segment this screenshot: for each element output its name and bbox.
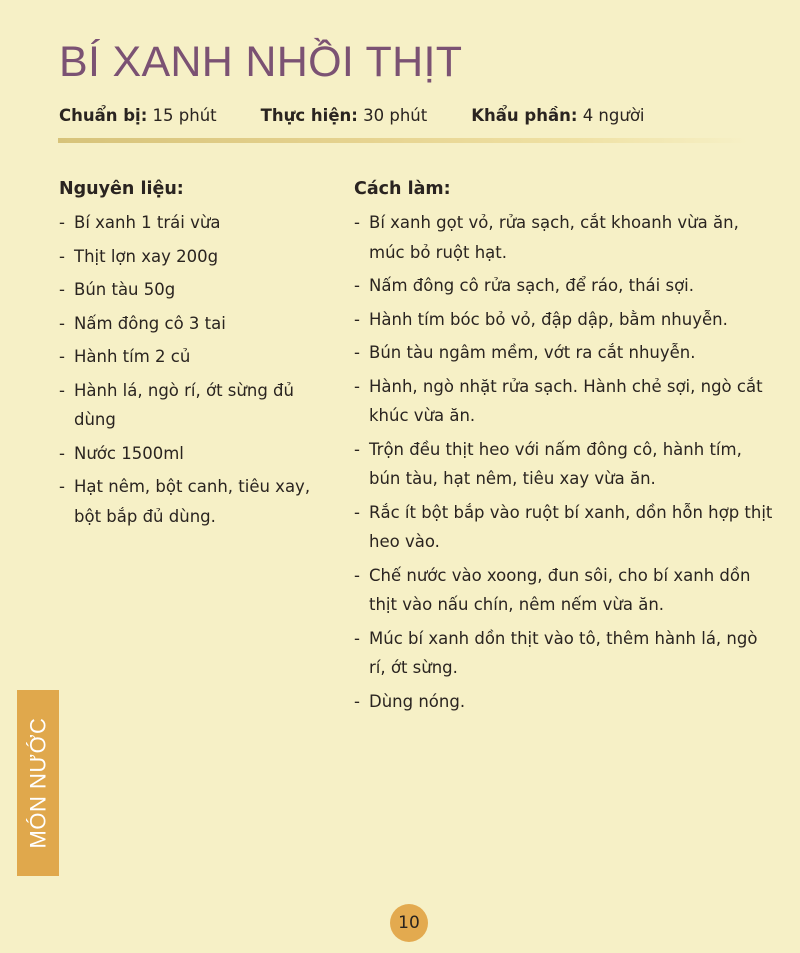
ingredient-item: - Bí xanh 1 trái vừa: [59, 208, 329, 238]
method-step: - Hành tím bóc bỏ vỏ, đập dập, bằm nhuyễn.: [354, 305, 774, 335]
method-step: - Trộn đều thịt heo với nấm đông cô, hành tím, bún tàu, hạt nêm, tiêu xay vừa ăn.: [354, 435, 774, 494]
method-step: - Múc bí xanh dồn thịt vào tô, thêm hành lá, ngò rí, ớt sừng.: [354, 624, 774, 683]
ingredient-item: - Hành tím 2 củ: [59, 342, 329, 372]
recipe-meta: [59, 106, 689, 125]
ingredient-item: - Bún tàu 50g: [59, 275, 329, 305]
method-step: - Dùng nóng.: [354, 687, 774, 717]
recipe-title: BÍ XANH NHỒI THỊT: [59, 38, 463, 86]
section-tab: [17, 690, 59, 876]
section-tab-label: MÓN NƯỚC: [25, 717, 50, 849]
method-step: - Nấm đông cô rửa sạch, để ráo, thái sợi.: [354, 271, 774, 301]
prep-time-value: 15 phút: [152, 106, 217, 125]
method-step: - Bún tàu ngâm mềm, vớt ra cắt nhuyễn.: [354, 338, 774, 368]
method-list: [354, 208, 774, 716]
ingredients-heading: Nguyên liệu:: [59, 179, 184, 199]
ingredient-item: - Nước 1500ml: [59, 439, 329, 469]
ingredients-section: [59, 176, 329, 535]
page-number: 10: [390, 904, 428, 942]
method-step: - Rắc ít bột bắp vào ruột bí xanh, dồn hỗn hợp thịt heo vào.: [354, 498, 774, 557]
method-step: - Bí xanh gọt vỏ, rửa sạch, cắt khoanh vừa ăn, múc bỏ ruột hạt.: [354, 208, 774, 267]
ingredient-item: - Thịt lợn xay 200g: [59, 242, 329, 272]
prep-time: [59, 106, 217, 125]
method-step: - Chế nước vào xoong, đun sôi, cho bí xanh dồn thịt vào nấu chín, nêm nếm vừa ăn.: [354, 561, 774, 620]
ingredient-item: - Hạt nêm, bột canh, tiêu xay, bột bắp đủ dùng.: [59, 472, 329, 531]
cook-time: [261, 106, 428, 125]
prep-time-label: Chuẩn bị:: [59, 106, 148, 125]
servings-label: Khẩu phần:: [471, 106, 578, 125]
servings: [471, 106, 644, 125]
servings-value: 4 người: [582, 106, 645, 125]
ingredient-item: - Nấm đông cô 3 tai: [59, 309, 329, 339]
header-divider: [58, 138, 748, 143]
cook-time-value: 30 phút: [363, 106, 428, 125]
ingredients-list: [59, 208, 329, 531]
cook-time-label: Thực hiện:: [260, 106, 358, 125]
ingredient-item: - Hành lá, ngò rí, ớt sừng đủ dùng: [59, 376, 329, 435]
method-step: - Hành, ngò nhặt rửa sạch. Hành chẻ sợi, ngò cắt khúc vừa ăn.: [354, 372, 774, 431]
method-heading: Cách làm:: [354, 179, 451, 199]
method-section: [354, 176, 774, 720]
